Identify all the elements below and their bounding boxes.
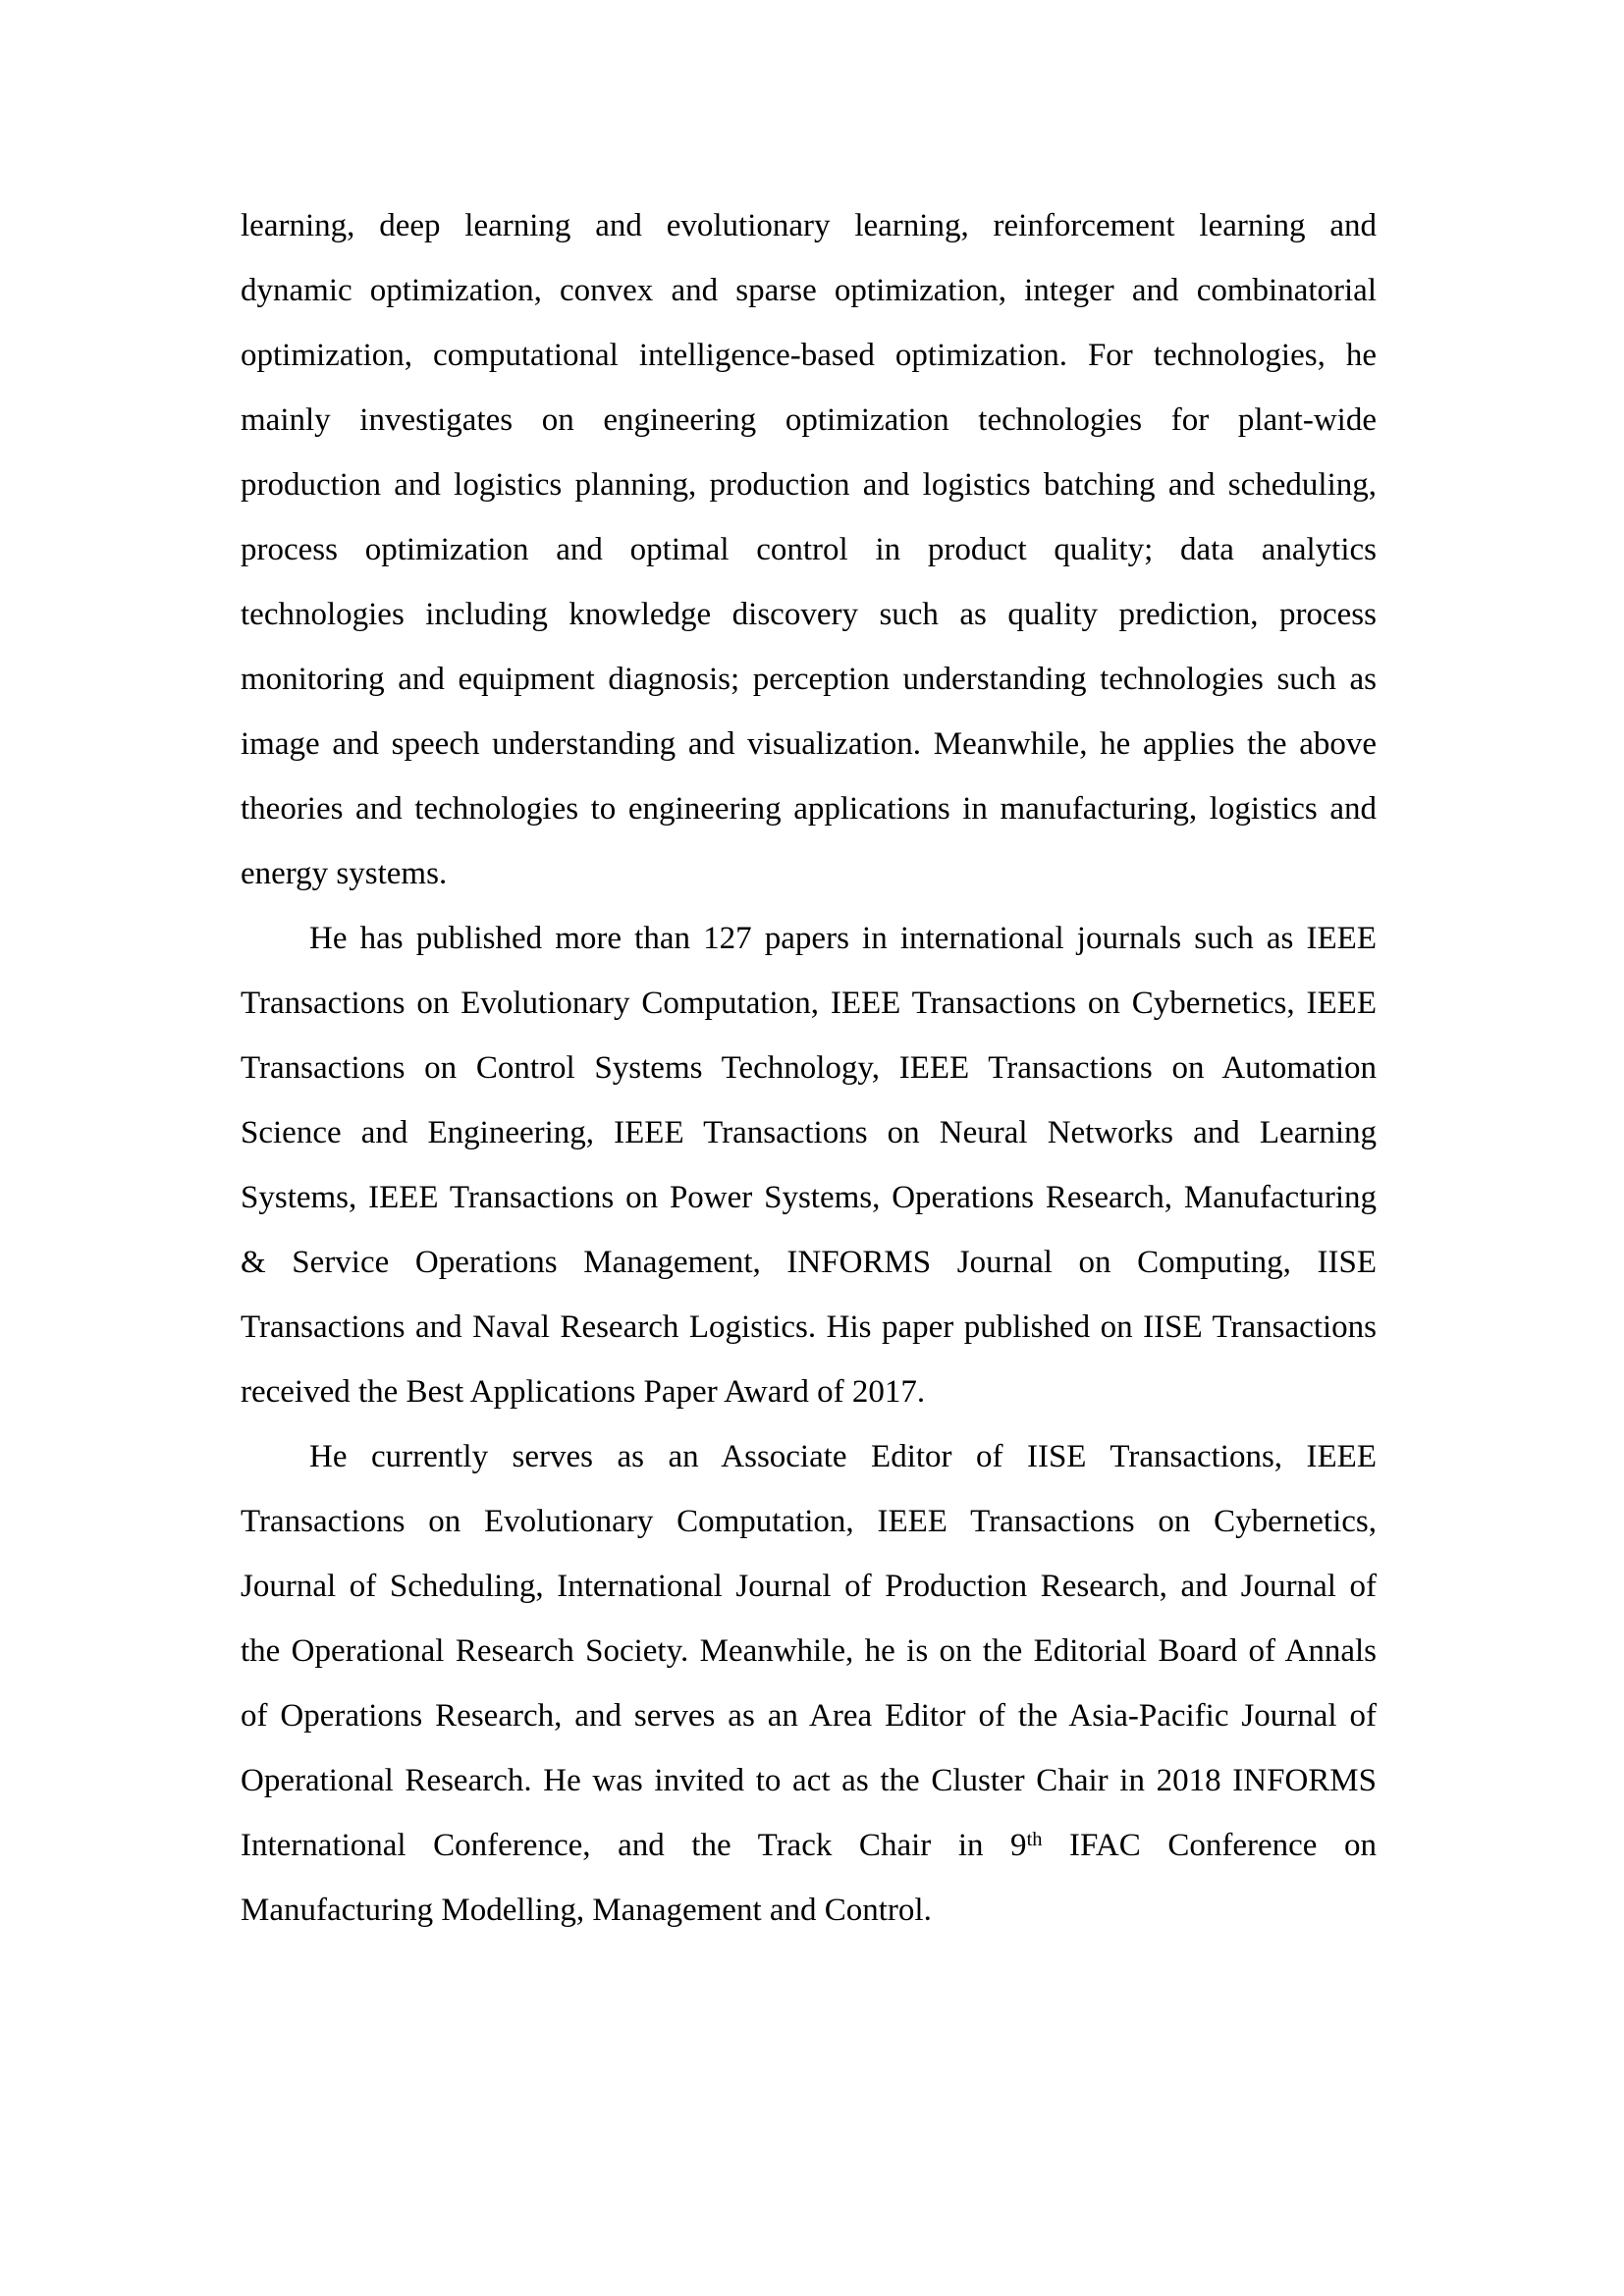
text-line: dynamic optimization, convex and sparse optimization, integer and combinatorial [241,273,1377,308]
text-line: Operational Research. He was invited to act as the Cluster Chair in 2018 INFORMS [241,1763,1377,1798]
text-line: He currently serves as an Associate Editor of IISE Transactions, IEEE [309,1439,1377,1474]
text-line-superscript [241,1813,1377,1878]
text-line: & Service Operations Management, INFORMS Journal on Computing, IISE [241,1245,1377,1280]
text-line: learning, deep learning and evolutionary learning, reinforcement learning and [241,208,1377,243]
text-line: production and logistics planning, production and logistics batching and scheduling, [241,467,1377,503]
text-line: Science and Engineering, IEEE Transactions on Neural Networks and Learning [241,1115,1377,1150]
text-line: theories and technologies to engineering applications in manufacturing, logistics and [241,791,1377,827]
text-segment: IFAC Conference on [1042,1828,1377,1863]
text-line: Manufacturing Modelling, Management and Control. [241,1893,932,1928]
text-line: Transactions on Control Systems Technology, IEEE Transactions on Automation [241,1050,1377,1086]
text-line: energy systems. [241,856,448,891]
text-line: monitoring and equipment diagnosis; perception understanding technologies such as [241,662,1377,697]
paragraph-publications [241,906,1377,1424]
text-line: Journal of Scheduling, International Journal of Production Research, and Journal of [241,1569,1377,1604]
text-line: Transactions on Evolutionary Computation, IEEE Transactions on Cybernetics, [241,1504,1377,1539]
text-line: mainly investigates on engineering optimization technologies for plant-wide [241,402,1377,438]
text-line: Systems, IEEE Transactions on Power Systems, Operations Research, Manufacturing [241,1180,1377,1215]
ordinal-superscript: th [1026,1828,1043,1850]
text-line: image and speech understanding and visualization. Meanwhile, he applies the above [241,726,1377,762]
text-line: of Operations Research, and serves as an Area Editor of the Asia-Pacific Journal of [241,1698,1377,1734]
text-line: optimization, computational intelligence-based optimization. For technologies, he [241,338,1377,373]
text-line: the Operational Research Society. Meanwhile, he is on the Editorial Board of Annals [241,1633,1377,1669]
text-line: process optimization and optimal control in product quality; data analytics [241,532,1377,567]
body-text [241,193,1377,1943]
text-line: Transactions on Evolutionary Computation, IEEE Transactions on Cybernetics, IEEE [241,986,1377,1021]
text-line: technologies including knowledge discovery such as quality prediction, process [241,597,1377,632]
text-line: received the Best Applications Paper Award of 2017. [241,1374,926,1410]
paragraph-research-areas [241,193,1377,906]
paragraph-editorial-service [241,1424,1377,1943]
text-line: Transactions and Naval Research Logistics. His paper published on IISE Transactions [241,1309,1377,1345]
text-segment: International Conference, and the Track Chair in 9 [241,1828,1027,1863]
text-line: He has published more than 127 papers in international journals such as IEEE [309,921,1377,956]
